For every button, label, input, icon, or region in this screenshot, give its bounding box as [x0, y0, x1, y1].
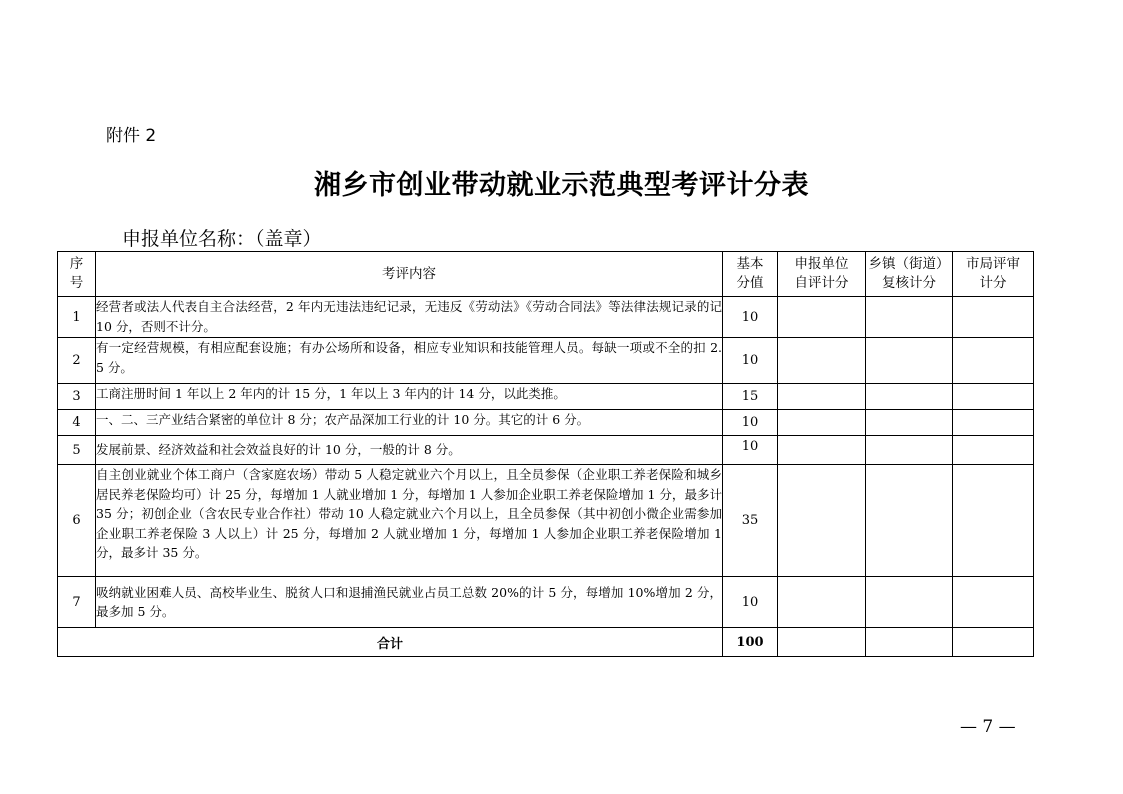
- total-city-score-cell[interactable]: [953, 628, 1034, 657]
- table-total-row: [58, 628, 1034, 657]
- row-content: 有一定经营规模，有相应配套设施；有办公场所和设备，相应专业知识和技能管理人员。每缺一项或不全的扣 2. 5 分。: [96, 338, 723, 384]
- row-content: 发展前景、经济效益和社会效益良好的计 10 分，一般的计 8 分。: [96, 436, 723, 465]
- row-content: 吸纳就业困难人员、高校毕业生、脱贫人口和退捕渔民就业占员工总数 20%的计 5 分，每增加 10%增加 2 分，最多加 5 分。: [96, 577, 723, 628]
- table-row: [58, 384, 1034, 410]
- applicant-unit-label: 申报单位名称：（盖章）: [122, 228, 322, 250]
- row-seq: 6: [58, 465, 96, 577]
- row-self-score-cell[interactable]: [778, 384, 866, 410]
- attachment-label: 附件 2: [106, 126, 157, 146]
- total-town-score-cell[interactable]: [866, 628, 953, 657]
- row-self-score-cell[interactable]: [778, 465, 866, 577]
- row-self-score-cell[interactable]: [778, 577, 866, 628]
- row-content: 自主创业就业个体工商户（含家庭农场）带动 5 人稳定就业六个月以上，且全员参保（企业职工养老保险和城乡居民养老保险均可）计 25 分，每增加 1 人就业增加 1 分，每增加 1 人参加企业职工养老保险增加 1 分，最多计 35 分；初创企业（含农民专业合作社）带动 10 人稳定就业六个月以上，且全员参保（其中初创小微企业需参加企业职工养老保险 3 人以上）计 25 分，每增加 2 人就业增加 1 分，每增加 1 人参加企业职工养老保险增加 1 分，最多计 35 分。: [96, 465, 723, 577]
- row-town-score-cell[interactable]: [866, 297, 953, 338]
- row-content: 工商注册时间 1 年以上 2 年内的计 15 分，1 年以上 3 年内的计 14 分，以此类推。: [96, 384, 723, 410]
- row-city-score-cell[interactable]: [953, 338, 1034, 384]
- row-base-score: 10: [723, 297, 778, 338]
- row-town-score-cell[interactable]: [866, 338, 953, 384]
- table-row: [58, 436, 1034, 465]
- row-base-score: 10: [723, 577, 778, 628]
- row-base-score: 10: [723, 410, 778, 436]
- row-seq: 7: [58, 577, 96, 628]
- page-number: — 7 —: [960, 717, 1016, 737]
- header-seq: 序号: [58, 252, 96, 297]
- row-seq: 2: [58, 338, 96, 384]
- row-seq: 3: [58, 384, 96, 410]
- row-city-score-cell[interactable]: [953, 384, 1034, 410]
- row-town-score-cell[interactable]: [866, 410, 953, 436]
- row-city-score-cell[interactable]: [953, 465, 1034, 577]
- row-town-score-cell[interactable]: [866, 577, 953, 628]
- row-town-score-cell[interactable]: [866, 384, 953, 410]
- row-base-score: 35: [723, 465, 778, 577]
- row-self-score-cell[interactable]: [778, 410, 866, 436]
- total-label: 合计: [58, 628, 723, 657]
- row-base-score: 10: [723, 436, 778, 465]
- row-content: 一、二、三产业结合紧密的单位计 8 分；农产品深加工行业的计 10 分。其它的计 6 分。: [96, 410, 723, 436]
- row-city-score-cell[interactable]: [953, 410, 1034, 436]
- page-title: 湘乡市创业带动就业示范典型考评计分表: [314, 170, 809, 201]
- header-town-score: 乡镇（街道）复核计分: [866, 252, 953, 297]
- row-city-score-cell[interactable]: [953, 436, 1034, 465]
- row-base-score: 10: [723, 338, 778, 384]
- row-seq: 1: [58, 297, 96, 338]
- header-self-score: 申报单位自评计分: [778, 252, 866, 297]
- row-base-score: 15: [723, 384, 778, 410]
- table-row: [58, 410, 1034, 436]
- table-row: [58, 338, 1034, 384]
- row-content: 经营者或法人代表自主合法经营，2 年内无违法违纪记录，无违反《劳动法》《劳动合同法》等法律法规记录的记 10 分，否则不计分。: [96, 297, 723, 338]
- table-row: [58, 297, 1034, 338]
- total-self-score-cell[interactable]: [778, 628, 866, 657]
- row-seq: 4: [58, 410, 96, 436]
- row-town-score-cell[interactable]: [866, 436, 953, 465]
- total-score: 100: [723, 628, 778, 657]
- row-city-score-cell[interactable]: [953, 577, 1034, 628]
- header-content: 考评内容: [96, 252, 723, 297]
- scoring-table: [57, 251, 1034, 657]
- table-row: [58, 577, 1034, 628]
- header-city-score: 市局评审计分: [953, 252, 1034, 297]
- table-header-row: [58, 252, 1034, 297]
- row-city-score-cell[interactable]: [953, 297, 1034, 338]
- row-town-score-cell[interactable]: [866, 465, 953, 577]
- row-self-score-cell[interactable]: [778, 338, 866, 384]
- row-self-score-cell[interactable]: [778, 436, 866, 465]
- table-row: [58, 465, 1034, 577]
- row-self-score-cell[interactable]: [778, 297, 866, 338]
- row-seq: 5: [58, 436, 96, 465]
- header-base-score: 基本分值: [723, 252, 778, 297]
